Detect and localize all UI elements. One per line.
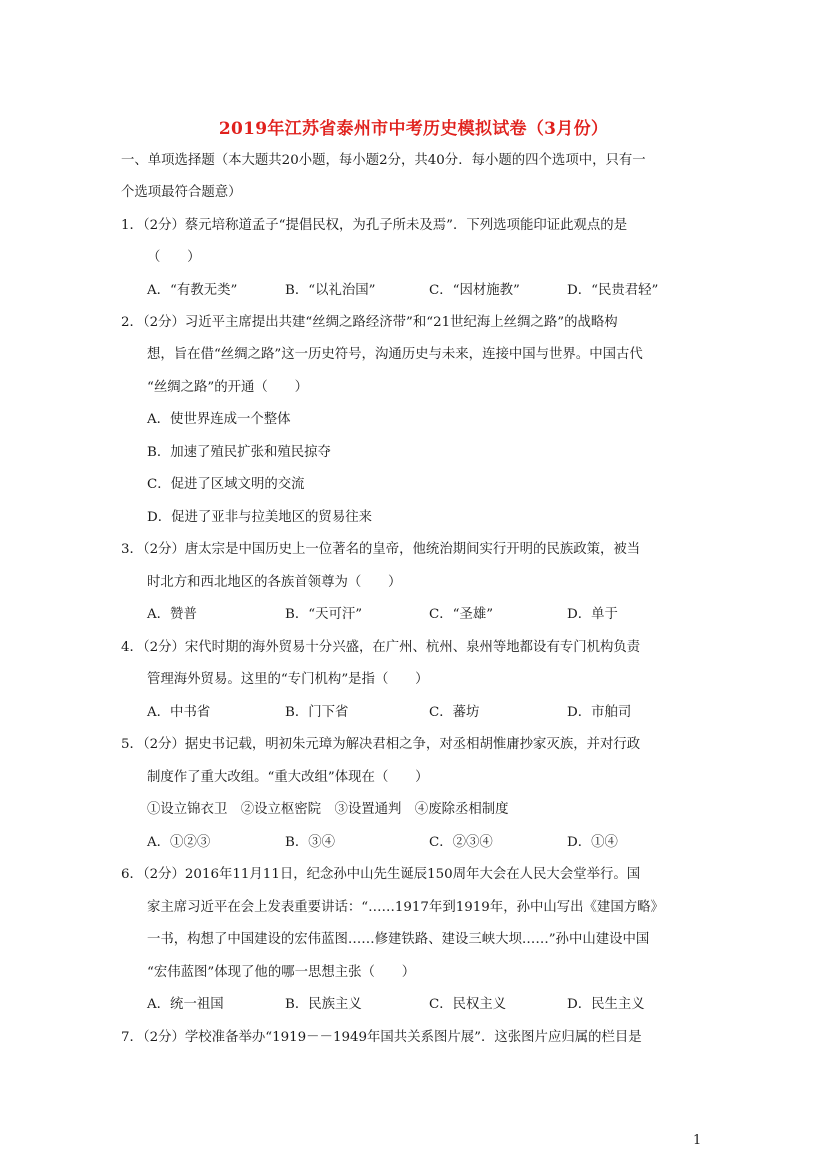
option-d[interactable]: D．“民贵君轻” xyxy=(567,283,659,298)
option-d[interactable]: D．①④ xyxy=(567,835,618,850)
question-3-text: 3．（2分）唐太宗是中国历史上一位著名的皇帝，他统治期间实行开明的民族政策，被当 xyxy=(121,542,641,557)
option-a[interactable]: A．赞普 xyxy=(147,607,197,622)
option-b[interactable]: B．“天可汗” xyxy=(285,607,363,622)
question-5-statements: ①设立锦衣卫 ②设立枢密院 ③设置通判 ④废除丞相制度 xyxy=(147,802,509,817)
question-1-blank: （ ） xyxy=(147,250,201,265)
option-b[interactable]: B．民族主义 xyxy=(285,997,362,1012)
option-c[interactable]: C．“因材施教” xyxy=(429,283,520,298)
option-a[interactable]: A．中书省 xyxy=(147,705,211,720)
question-2-text-cont: “丝绸之路”的开通（ ） xyxy=(147,380,308,395)
question-6-text-cont: “宏伟蓝图”体现了他的哪一思想主张（ ） xyxy=(147,965,416,980)
option-b[interactable]: B．加速了殖民扩张和殖民掠夺 xyxy=(147,445,331,460)
question-6-text-cont: 家主席习近平在会上发表重要讲话：“……1917年到1919年，孙中山写出《建国方略》 xyxy=(147,900,664,915)
option-c[interactable]: C．“圣雄” xyxy=(429,607,494,622)
option-a[interactable]: A．“有教无类” xyxy=(147,283,238,298)
section-instruction-cont: 个选项最符合题意） xyxy=(121,185,242,200)
option-c[interactable]: C．民权主义 xyxy=(429,997,507,1012)
page-title: 2019年江苏省泰州市中考历史模拟试卷（3月份） xyxy=(218,119,609,139)
option-a[interactable]: A．①②③ xyxy=(147,835,211,850)
option-c[interactable]: C．②③④ xyxy=(429,835,493,850)
option-a[interactable]: A．统一祖国 xyxy=(147,997,224,1012)
option-b[interactable]: B．“以礼治国” xyxy=(285,283,376,298)
page-number: 1 xyxy=(693,1133,702,1148)
option-b[interactable]: B．门下省 xyxy=(285,705,349,720)
question-5-text: 5．（2分）据史书记载，明初朱元璋为解决君相之争，对丞相胡惟庸抄家灭族，并对行政 xyxy=(121,737,641,752)
question-4-text: 4．（2分）宋代时期的海外贸易十分兴盛，在广州、杭州、泉州等地都设有专门机构负责 xyxy=(121,640,641,655)
option-d[interactable]: D．单于 xyxy=(567,607,618,622)
question-3-text-cont: 时北方和西北地区的各族首领尊为（ ） xyxy=(147,575,402,590)
question-5-text-cont: 制度作了重大改组。“重大改组”体现在（ ） xyxy=(147,770,429,785)
question-7-text: 7．（2分）学校准备举办“1919－－1949年国共关系图片展”．这张图片应归属的栏目是 xyxy=(121,1030,642,1045)
option-c[interactable]: C．蕃坊 xyxy=(429,705,480,720)
question-6-text-cont: 一书，构想了中国建设的宏伟蓝图……修建铁路、建设三峡大坝……”孙中山建设中国 xyxy=(147,932,650,947)
question-1-text: 1．（2分）蔡元培称道孟子“提倡民权，为孔子所未及焉”．下列选项能印证此观点的是 xyxy=(121,218,628,233)
question-2-text-cont: 想，旨在借“丝绸之路”这一历史符号，沟通历史与未来，连接中国与世界。中国古代 xyxy=(147,347,643,362)
option-d[interactable]: D．民生主义 xyxy=(567,997,645,1012)
option-b[interactable]: B．③④ xyxy=(285,835,336,850)
option-d[interactable]: D．促进了亚非与拉美地区的贸易往来 xyxy=(147,510,372,525)
question-2-text: 2．（2分）习近平主席提出共建“丝绸之路经济带”和“21世纪海上丝绸之路”的战略构 xyxy=(121,315,618,330)
question-6-text: 6．（2分）2016年11月11日，纪念孙中山先生诞辰150周年大会在人民大会堂举行。国 xyxy=(121,867,641,882)
option-d[interactable]: D．市舶司 xyxy=(567,705,632,720)
section-instruction: 一、单项选择题（本大题共20小题，每小题2分，共40分．每小题的四个选项中，只有一 xyxy=(121,153,646,168)
option-a[interactable]: A．使世界连成一个整体 xyxy=(147,412,291,427)
option-c[interactable]: C．促进了区域文明的交流 xyxy=(147,477,305,492)
question-4-text-cont: 管理海外贸易。这里的“专门机构”是指（ ） xyxy=(147,672,429,687)
